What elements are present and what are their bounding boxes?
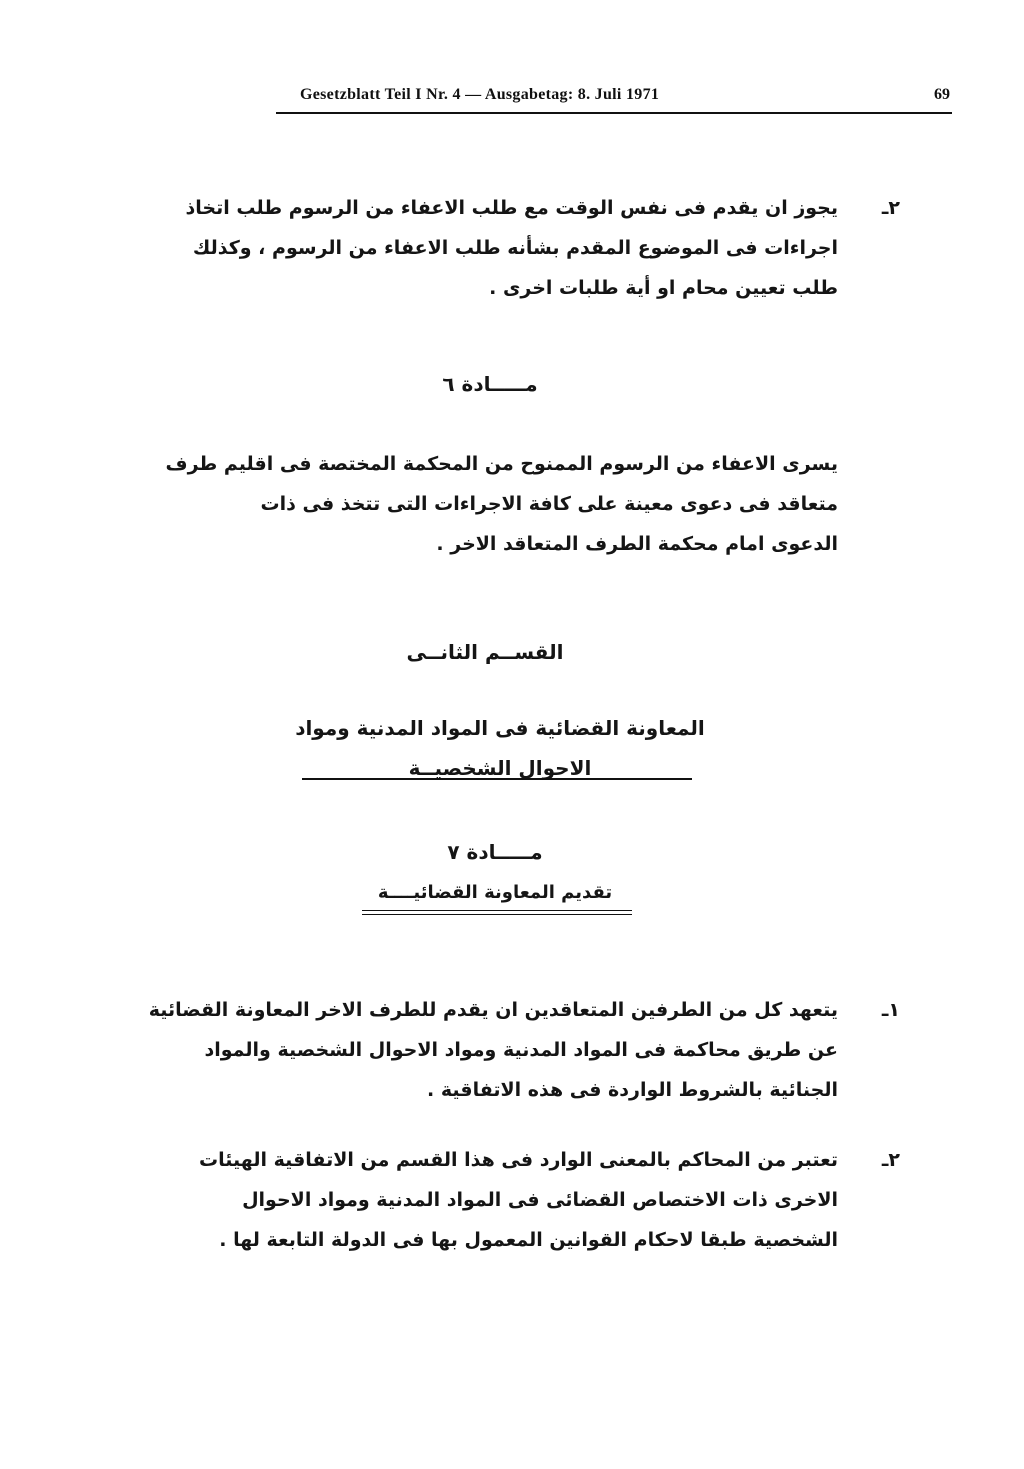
paragraph-line: يتعهد كل من الطرفين المتعاقدين ان يقدم للطرف الاخر المعاونة القضائية [148, 999, 838, 1021]
paragraph-line: الشخصية طبقا لاحكام القوانين المعمول بها فى الدولة التابعة لها . [219, 1229, 838, 1251]
article-7-subtitle-underline [362, 910, 632, 915]
paragraph-line: يجوز ان يقدم فى نفس الوقت مع طلب الاعفاء من الرسوم طلب اتخاذ [185, 197, 838, 219]
paragraph-line: الاخرى ذات الاختصاص القضائى فى المواد المدنية ومواد الاحوال [242, 1189, 838, 1211]
paragraph-line: الجنائية بالشروط الواردة فى هذه الاتفاقية . [427, 1079, 838, 1101]
paragraph-line: تعتبر من المحاكم بالمعنى الوارد فى هذا القسم من الاتفاقية الهيئات [199, 1149, 838, 1171]
article-6-text [165, 444, 838, 564]
article-7-heading: مـــــادة ٧ [447, 840, 543, 864]
part-2-title [290, 708, 710, 788]
part-2-title-line: المعاونة القضائية فى المواد المدنية ومواد [295, 716, 705, 740]
part-2-heading: القســم الثانــى [406, 640, 564, 664]
paragraph-number: ٢ـ [881, 1149, 900, 1171]
paragraph-line: الدعوى امام محكمة الطرف المتعاقد الاخر . [436, 533, 838, 555]
paragraph-line: اجراءات فى الموضوع المقدم بشأنه طلب الاعفاء من الرسوم ، وكذلك [192, 237, 838, 259]
paragraph-number: ١ـ [881, 999, 900, 1021]
part-2-title-line: الاحوال الشخصيــة [408, 756, 592, 780]
article-7-paragraph-2 [199, 1140, 900, 1260]
header-rule [276, 112, 952, 114]
part-2-title-underline [302, 778, 692, 780]
paragraph-line: عن طريق محاكمة فى المواد المدنية ومواد الاحوال الشخصية والمواد [204, 1039, 838, 1061]
paragraph-line: طلب تعيين محام او أية طلبات اخرى . [489, 277, 838, 299]
article-7-paragraph-1 [148, 990, 900, 1110]
paragraph-line: يسرى الاعفاء من الرسوم الممنوح من المحكمة المختصة فى اقليم طرف [165, 453, 838, 475]
paragraph-number: ٢ـ [881, 197, 900, 219]
article-7-subtitle: تقديم المعاونة القضائيــــة [377, 882, 613, 903]
article-6-heading: مـــــادة ٦ [442, 372, 538, 396]
paragraph-2-top [185, 188, 900, 308]
paragraph-line: متعاقد فى دعوى معينة على كافة الاجراءات التى تتخذ فى ذات [260, 493, 838, 515]
gazette-title: Gesetzblatt Teil I Nr. 4 — Ausgabetag: 8. Juli 1971 [300, 86, 660, 103]
page-number: 69 [934, 86, 950, 103]
